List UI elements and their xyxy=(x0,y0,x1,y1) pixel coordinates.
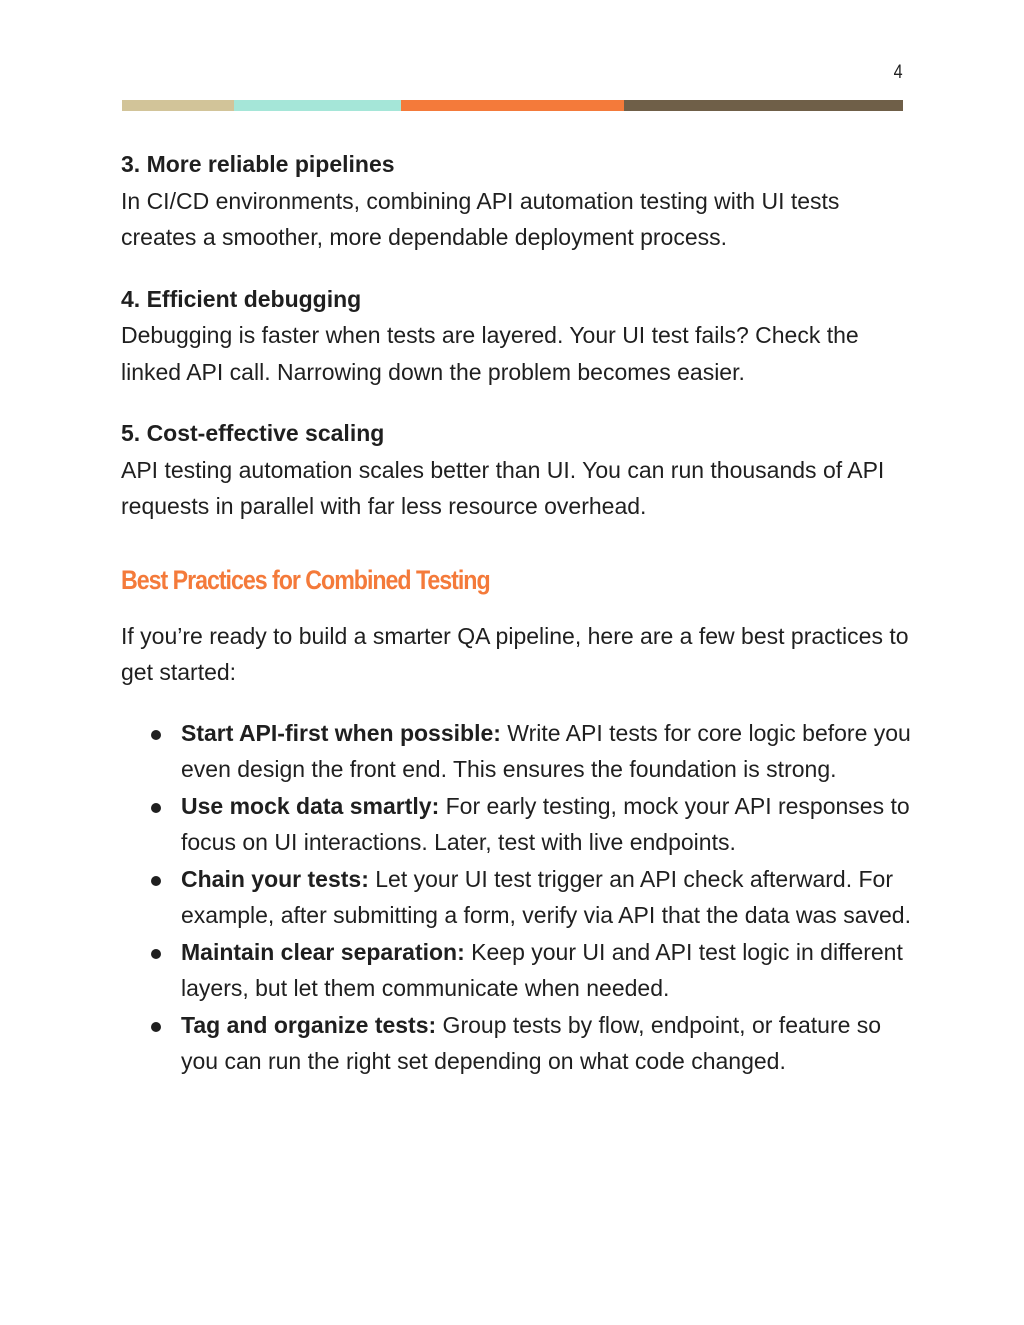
bullet-icon xyxy=(151,1022,161,1032)
color-bar-segment-4 xyxy=(624,100,903,111)
list-item xyxy=(181,1007,911,1080)
list-item xyxy=(181,861,911,934)
best-practices-list xyxy=(121,715,911,1080)
page-number: 4 xyxy=(894,62,903,83)
color-bar-segment-2 xyxy=(234,100,401,111)
header-color-bar xyxy=(122,100,903,111)
bullet-icon xyxy=(151,730,161,740)
list-item-label: Use mock data smartly: xyxy=(181,792,440,819)
best-practices-heading: Best Practices for Combined Testing xyxy=(121,564,490,595)
list-item-text: Write API tests for core logic before you even design the front end. This ensures the foundation is strong. xyxy=(181,719,911,782)
section-efficient-debugging xyxy=(121,281,911,391)
list-item-text: Keep your UI and API test logic in different layers, but let them communicate when needed. xyxy=(181,938,903,1001)
list-item-label: Chain your tests: xyxy=(181,865,369,892)
intro-paragraph: If you’re ready to build a smarter QA pipeline, here are a few best practices to get started: xyxy=(121,622,909,685)
list-item-text: Let your UI test trigger an API check afterward. For example, after submitting a form, verify via API that the data was saved. xyxy=(181,865,911,928)
section-body: Debugging is faster when tests are layered. Your UI test fails? Check the linked API call. Narrowing down the problem becomes easier. xyxy=(121,322,859,385)
color-bar-segment-1 xyxy=(122,100,234,111)
section-reliable-pipelines xyxy=(121,146,911,256)
section-title: 4. Efficient debugging xyxy=(121,285,362,312)
list-item-label: Tag and organize tests: xyxy=(181,1011,437,1038)
bullet-icon xyxy=(151,949,161,959)
section-body: API testing automation scales better than UI. You can run thousands of API requests in parallel with far less resource overhead. xyxy=(121,456,885,519)
bullet-icon xyxy=(151,876,161,886)
color-bar-segment-3 xyxy=(401,100,624,111)
list-item xyxy=(181,715,911,788)
bullet-icon xyxy=(151,803,161,813)
page-content xyxy=(121,146,911,1080)
list-item-label: Maintain clear separation: xyxy=(181,938,465,965)
list-item-label: Start API-first when possible: xyxy=(181,719,501,746)
section-body: In CI/CD environments, combining API automation testing with UI tests creates a smoother, more dependable deployment process. xyxy=(121,187,840,250)
list-item-text: For early testing, mock your API responses to focus on UI interactions. Later, test with live endpoints. xyxy=(181,792,910,855)
list-item-text: Group tests by flow, endpoint, or feature so you can run the right set depending on what code changed. xyxy=(181,1011,882,1074)
section-cost-effective-scaling xyxy=(121,415,911,525)
section-title: 3. More reliable pipelines xyxy=(121,151,395,177)
list-item xyxy=(181,934,911,1007)
list-item xyxy=(181,788,911,861)
section-title: 5. Cost-effective scaling xyxy=(121,420,385,446)
